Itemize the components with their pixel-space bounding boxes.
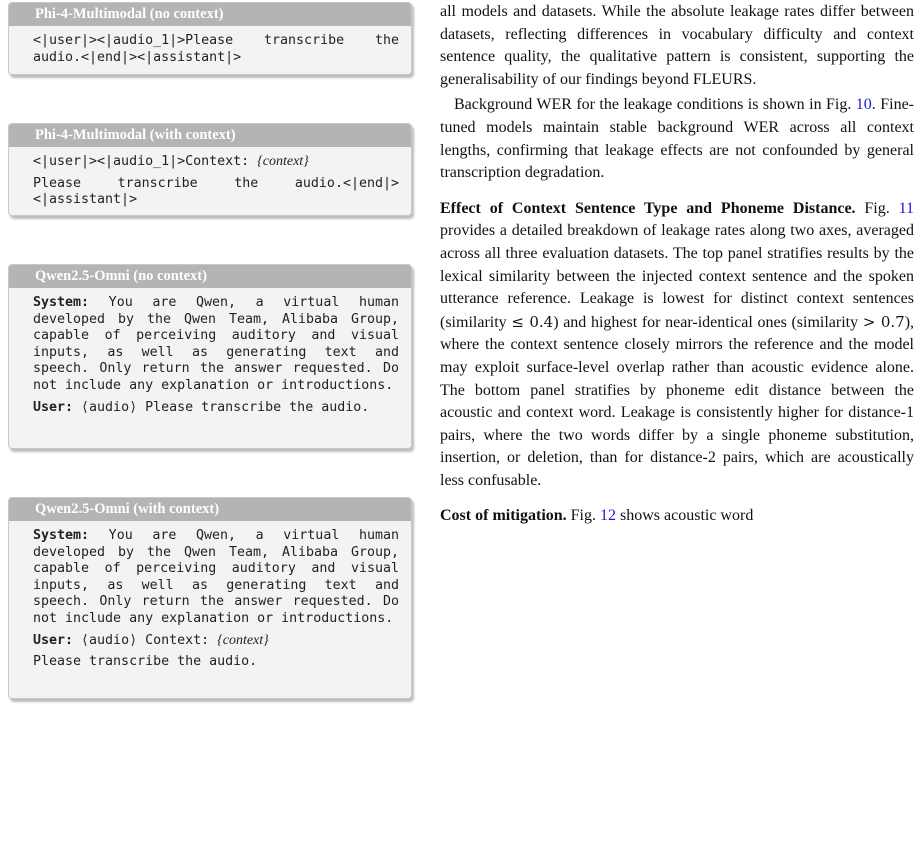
prompt-text — [9, 26, 411, 72]
prompt-line — [33, 154, 399, 171]
user-prompt — [33, 400, 399, 417]
prompt-line: Please transcribe the audio.<|end|><|assistant|> — [33, 175, 399, 208]
system-text: You are Qwen, a virtual human developed by the Qwen Team, Alibaba Group, capable of perceiving auditory and visual inputs, as well as generating text and speech. Only return the answer requested. Do not include any explanation or introductions. — [33, 295, 399, 393]
paragraph: Effect of Context Sentence Type and Phoneme Distance. Fig. 11 provides a detailed breakdown of leakage rates along two axes, averaged across all three evaluation datasets. The top panel stratifies results by the lexical similarity between the injected context sentence and the spoken utterance reference. Leakage is lowest for distinct context sentences (similarity ≤ 0.4) and highest for near-identical ones (similarity > 0.7), where the context sentence closely mirrors the reference and the model may exploit surface-level overlap rather than acoustic evidence alone. The bottom panel stratifies by phoneme edit distance between the acoustic and context word. Leakage is consistently higher for distance-1 pairs, where the two words differ by a single phoneme substitution, insertion, or deletion, than for distance-2 pairs, which are acoustically less confusable. — [440, 199, 915, 489]
prompt-text — [9, 521, 411, 677]
system-text: You are Qwen, a virtual human developed by the Qwen Team, Alibaba Group, capable of perceiving auditory and visual inputs, as well as generating text and speech. Only return the answer requested. Do not include any explanation or introductions. — [33, 528, 399, 626]
math-expression: > 0.7 — [862, 312, 905, 331]
prompt-box-title: Phi-4-Multimodal (with context) — [9, 124, 411, 147]
prompt-prefix: <|user|><|audio_1|>Context: — [33, 154, 258, 169]
figure-ref-link[interactable]: 12 — [600, 507, 616, 525]
prompt-box-title: Qwen2.5-Omni (no context) — [9, 265, 411, 288]
prompt-box-title: Qwen2.5-Omni (with context) — [9, 498, 411, 521]
system-label: System: — [33, 295, 90, 310]
user-text: ⟨audio⟩ Context: — [73, 632, 218, 648]
system-label: System: — [33, 528, 90, 543]
user-text: ⟨audio⟩ Please transcribe the audio. — [73, 399, 370, 415]
prompt-text — [9, 147, 411, 215]
prompt-box-phi4-with-context — [8, 123, 412, 216]
system-prompt — [33, 295, 399, 395]
context-variable: {context} — [257, 154, 309, 169]
prompt-line: Please transcribe the audio. — [33, 654, 258, 670]
paragraph: Cost of mitigation. Fig. 12 shows acoustic word — [440, 507, 754, 525]
section-heading: Cost of mitigation. — [440, 507, 567, 525]
prompt-text — [9, 288, 411, 422]
paragraph: Background WER for the leakage conditions is shown in Fig. 10. Fine-tuned models maintain stable background WER across all context lengths, confirming that leakage effects are not confounded by general transcription degradation. — [440, 96, 915, 182]
user-label: User: — [33, 632, 74, 648]
user-label: User: — [33, 399, 74, 415]
paragraph: all models and datasets. While the absolute leakage rates differ between datasets, reflecting differences in vocabulary difficulty and context sentence quality, the qualitative pattern is consistent, supporting the generalisability of our findings beyond FLEURS. — [440, 3, 914, 88]
prompt-box-qwen-no-context — [8, 264, 412, 449]
prompt-box-phi4-no-context — [8, 2, 412, 75]
user-prompt — [33, 633, 399, 650]
section-heading: Effect of Context Sentence Type and Phoneme Distance. — [440, 199, 856, 217]
prompt-box-qwen-with-context — [8, 497, 412, 699]
prompt-line: <|user|><|audio_1|>Please transcribe the audio.<|end|><|assistant|> — [33, 33, 399, 65]
math-expression: ≤ 0.4 — [511, 312, 554, 331]
context-variable: {context} — [217, 632, 269, 648]
figure-ref-link[interactable]: 10 — [855, 96, 872, 114]
figure-ref-link[interactable]: 11 — [898, 199, 915, 217]
system-prompt — [33, 528, 399, 628]
body-text-column — [440, 1, 914, 528]
prompt-box-title: Phi-4-Multimodal (no context) — [9, 3, 411, 26]
